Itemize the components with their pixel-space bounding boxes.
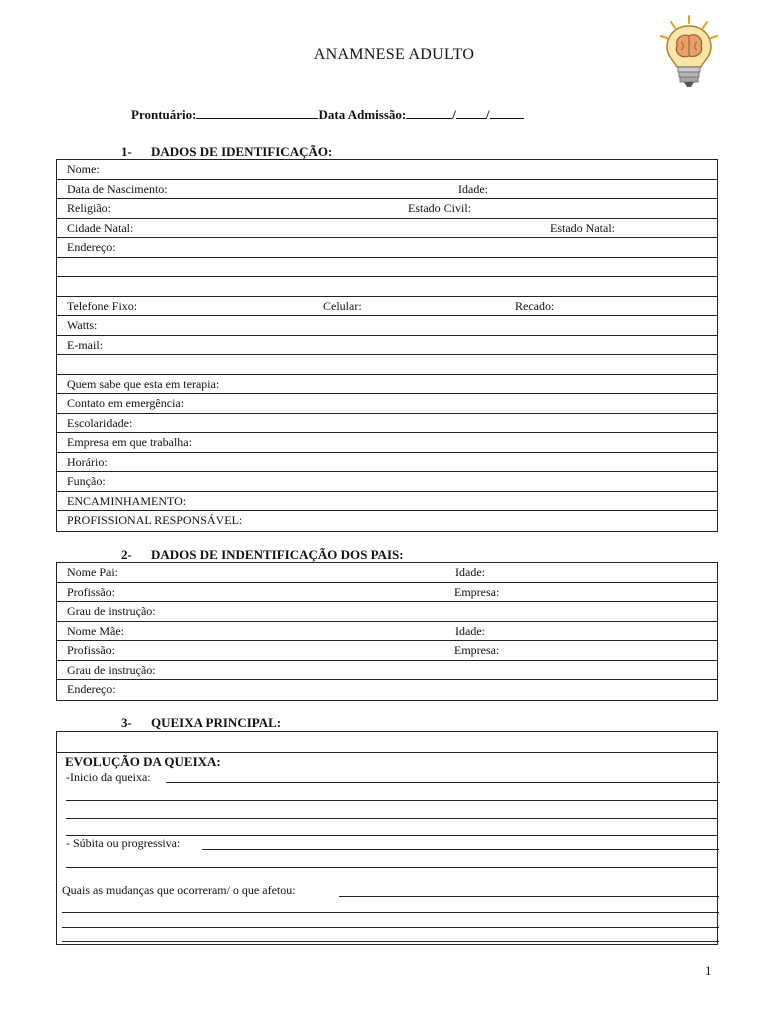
answer-line[interactable] [62, 941, 719, 942]
header-line [131, 106, 524, 123]
evolucao-title: EVOLUÇÃO DA QUEIXA: [65, 754, 221, 769]
field-label: Nome: [67, 162, 100, 176]
field-label: Profissão: [67, 584, 115, 599]
table-row[interactable] [57, 641, 717, 661]
field-label: Função: [67, 474, 106, 488]
field-label: Recado: [515, 298, 555, 313]
answer-line[interactable] [66, 867, 717, 868]
table-row[interactable] [57, 316, 717, 336]
field-label: Empresa: [454, 643, 500, 657]
field-label: Estado Natal: [550, 220, 615, 235]
table-row[interactable] [57, 297, 717, 317]
table-row-blank[interactable] [57, 258, 717, 278]
field-label: Grau de instrução: [67, 604, 156, 618]
table-row[interactable] [57, 199, 717, 219]
field-label: E-mail: [67, 337, 103, 352]
answer-line[interactable] [62, 927, 719, 928]
section2-number: 2- [121, 547, 132, 562]
prontuario-label: Prontuário: [131, 107, 197, 122]
field-label: Empresa: [454, 584, 500, 599]
table-row[interactable] [57, 602, 717, 622]
field-label: Quem sabe que esta em terapia: [67, 376, 220, 391]
table-row-blank[interactable] [57, 355, 717, 375]
field-label: Idade: [458, 181, 488, 196]
section2-title-text: DADOS DE INDENTIFICAÇÃO DOS PAIS: [151, 547, 404, 562]
subita-line[interactable] [202, 849, 719, 850]
field-label: Grau de instrução: [67, 662, 156, 677]
page-number: 1 [705, 963, 712, 978]
lightbulb-brain-icon [657, 14, 721, 90]
field-label: Idade: [455, 623, 485, 638]
complaint-box [56, 731, 718, 945]
date-separator: / [452, 107, 456, 122]
field-label: Horário: [67, 454, 108, 469]
table-row[interactable] [57, 238, 717, 258]
field-label: Cidade Natal: [67, 220, 134, 235]
date-separator: / [485, 107, 490, 122]
table-row[interactable] [57, 336, 717, 356]
table-row[interactable] [57, 492, 717, 512]
table-row[interactable] [57, 680, 717, 700]
field-label: Watts: [67, 318, 98, 332]
field-label: PROFISSIONAL RESPONSÁVEL: [67, 513, 243, 527]
admissao-month-field[interactable] [456, 106, 486, 119]
field-label: Religião: [67, 201, 111, 215]
field-label: Profissão: [67, 643, 115, 657]
field-label: Nome Pai: [67, 565, 118, 579]
admissao-year-field[interactable] [490, 106, 524, 119]
section3-title [121, 715, 281, 731]
section1-title-text: DADOS DE IDENTIFICAÇÃO: [151, 144, 333, 159]
section1-number: 1- [121, 144, 132, 159]
table-row[interactable] [57, 160, 717, 180]
field-label: Celular: [323, 298, 362, 313]
table-row[interactable] [57, 433, 717, 453]
table-row[interactable] [57, 511, 717, 531]
parents-table [56, 562, 718, 701]
table-row[interactable] [57, 394, 717, 414]
section3-number: 3- [121, 715, 132, 730]
answer-line[interactable] [66, 800, 717, 801]
answer-line[interactable] [62, 912, 719, 913]
queixa-field[interactable] [57, 752, 717, 753]
subita-label: - Súbita ou progressiva: [66, 836, 181, 850]
table-row[interactable] [57, 622, 717, 642]
field-label: Idade: [455, 565, 485, 579]
table-row[interactable] [57, 563, 717, 583]
section1-title [121, 144, 332, 160]
table-row-blank[interactable] [57, 277, 717, 297]
page-title: ANAMNESE ADULTO [313, 46, 475, 63]
admissao-day-field[interactable] [406, 106, 452, 119]
table-row[interactable] [57, 472, 717, 492]
inicio-label: -Inicio da queixa: [66, 770, 151, 784]
table-row[interactable] [57, 414, 717, 434]
table-row[interactable] [57, 661, 717, 681]
section3-title-text: QUEIXA PRINCIPAL: [151, 715, 282, 730]
answer-line[interactable] [66, 818, 717, 819]
table-row[interactable] [57, 453, 717, 473]
table-row[interactable] [57, 583, 717, 603]
section2-title [121, 547, 404, 563]
field-label: ENCAMINHAMENTO: [67, 493, 187, 508]
table-row[interactable] [57, 180, 717, 200]
field-label: Empresa em que trabalha: [67, 435, 192, 449]
field-label: Escolaridade: [67, 415, 133, 430]
field-label: Contato em emergência: [67, 396, 185, 410]
data-admissao-label: Data Admissão: [318, 107, 407, 122]
mudancas-label: Quais as mudanças que ocorreram/ o que afetou: [62, 883, 296, 897]
field-label: Data de Nascimento: [67, 181, 168, 196]
field-label: Endereço: [67, 682, 116, 696]
table-row[interactable] [57, 375, 717, 395]
table-row[interactable] [57, 219, 717, 239]
field-label: Telefone Fixo: [67, 298, 138, 313]
field-label: Endereço: [67, 240, 116, 254]
field-label: Nome Mãe: [67, 623, 124, 638]
prontuario-field[interactable] [196, 106, 318, 119]
field-label: Estado Civil: [408, 201, 471, 215]
inicio-line[interactable] [166, 782, 720, 783]
mudancas-line[interactable] [339, 896, 719, 897]
identification-table [56, 159, 718, 532]
